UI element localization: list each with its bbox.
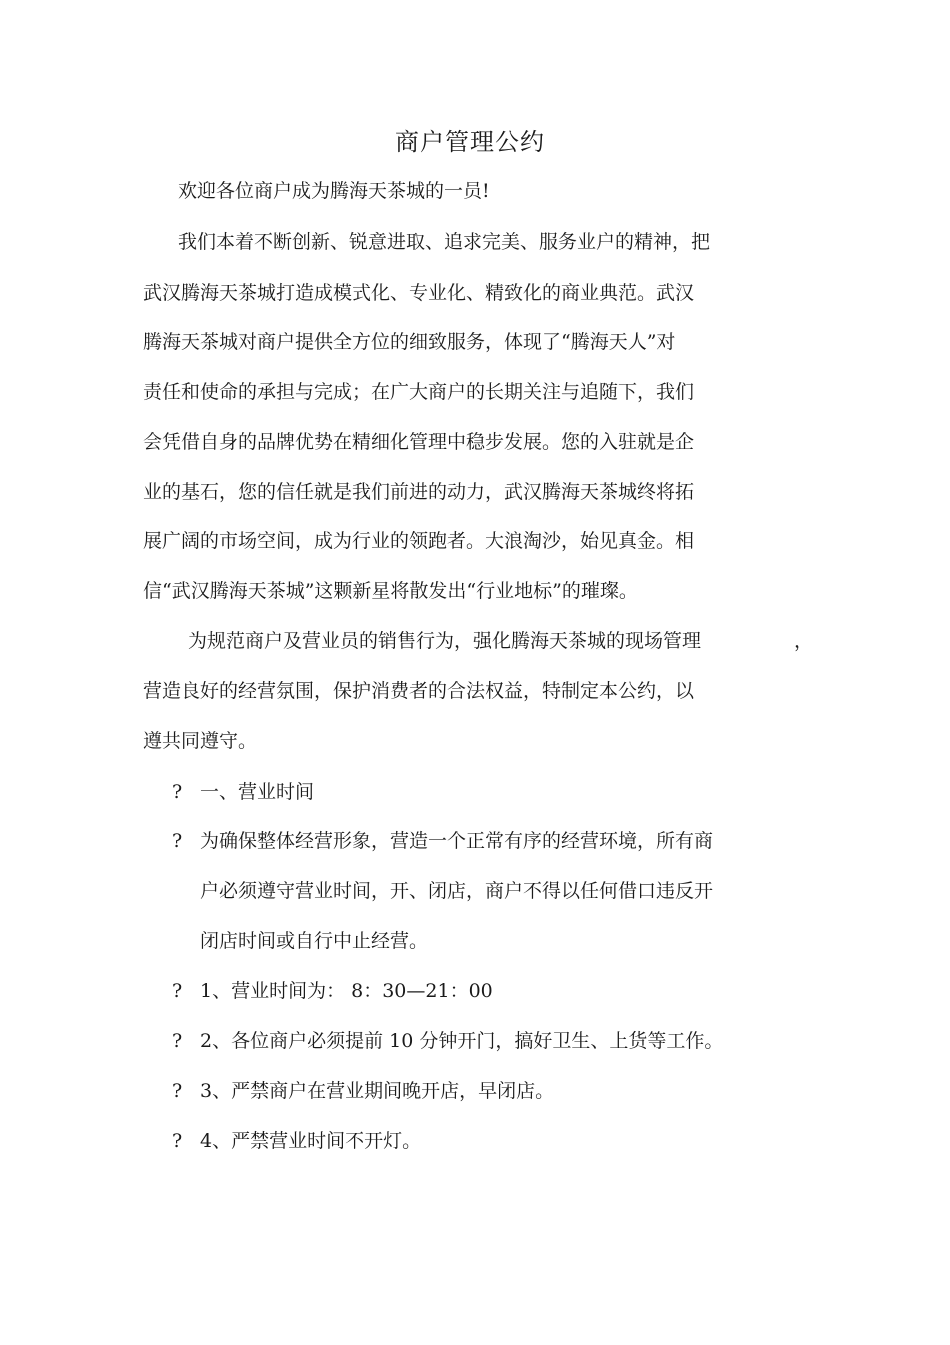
bullet-text: 闭店时间或自行中止经营。 xyxy=(200,930,429,952)
bullet-text: 一、营业时间 xyxy=(200,781,315,803)
bullet-text: 2、各位商户必须提前 10 分钟开门，搞好卫生、上货等工作。 xyxy=(200,1030,724,1052)
bullet-mark: ? xyxy=(172,781,183,803)
document-title: 商户管理公约 xyxy=(395,128,545,156)
intro-line: 责任和使命的承担与完成；在广大商户的长期关注与追随下，我们 xyxy=(143,381,695,403)
bullet-text: 为确保整体经营形象，营造一个正常有序的经营环境，所有商 xyxy=(200,830,714,852)
purpose-line: 营造良好的经营氛围，保护消费者的合法权益，特制定本公约，以 xyxy=(143,680,695,702)
purpose-line: 为规范商户及营业员的销售行为，强化腾海天茶城的现场管理 xyxy=(188,630,702,652)
intro-line: 腾海天茶城对商户提供全方位的细致服务，体现了“腾海天人”对 xyxy=(143,331,676,353)
stray-comma: ， xyxy=(794,630,814,652)
intro-line: 武汉腾海天茶城打造成模式化、专业化、精致化的商业典范。武汉 xyxy=(143,282,695,304)
bullet-mark: ? xyxy=(172,1030,183,1052)
welcome-line: 欢迎各位商户成为腾海天茶城的一员! xyxy=(178,180,490,202)
bullet-text: 1、营业时间为： 8：30—21：00 xyxy=(200,980,493,1002)
intro-line: 展广阔的市场空间，成为行业的领跑者。大浪淘沙，始见真金。相 xyxy=(143,530,695,552)
bullet-mark: ? xyxy=(172,1080,183,1102)
intro-line: 信“武汉腾海天茶城”这颗新星将散发出“行业地标”的璀璨。 xyxy=(143,580,638,602)
intro-line: 业的基石，您的信任就是我们前进的动力，武汉腾海天茶城终将拓 xyxy=(143,481,695,503)
bullet-mark: ? xyxy=(172,1130,183,1152)
bullet-text: 户必须遵守营业时间，开、闭店，商户不得以任何借口违反开 xyxy=(200,880,714,902)
bullet-text: 4、严禁营业时间不开灯。 xyxy=(200,1130,422,1152)
bullet-text: 3、严禁商户在营业期间晚开店，早闭店。 xyxy=(200,1080,555,1102)
purpose-line: 遵共同遵守。 xyxy=(143,730,258,752)
intro-line: 会凭借自身的品牌优势在精细化管理中稳步发展。您的入驻就是企 xyxy=(143,431,695,453)
intro-line: 我们本着不断创新、锐意进取、追求完美、服务业户的精神，把 xyxy=(178,231,711,253)
bullet-mark: ? xyxy=(172,830,183,852)
bullet-mark: ? xyxy=(172,980,183,1002)
